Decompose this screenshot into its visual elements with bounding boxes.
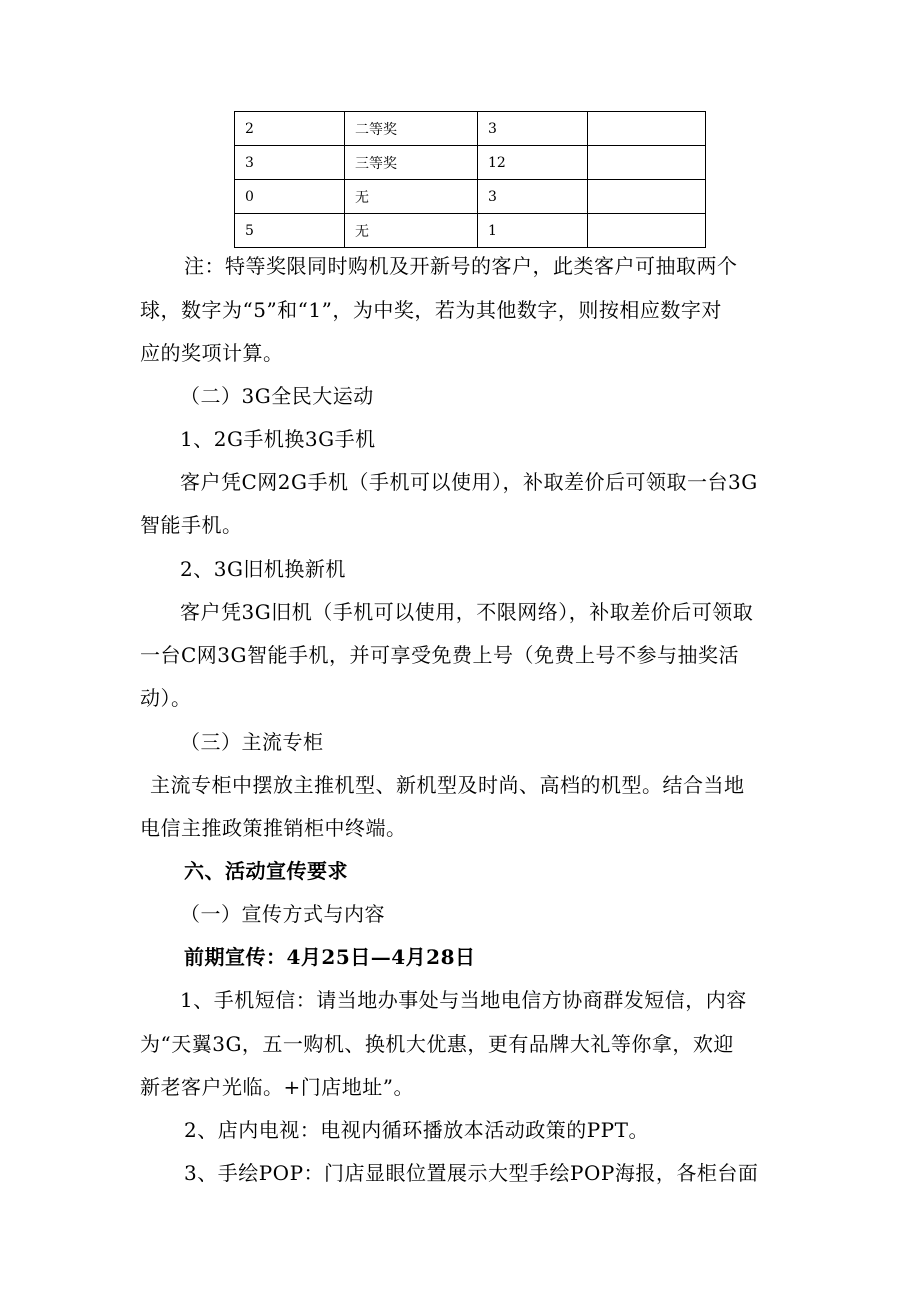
table-cell: 2 [235,112,345,146]
table-cell [588,180,706,214]
table-cell: 1 [478,214,588,248]
table-cell: 0 [235,180,345,214]
part-6-subtitle-1: （一）宣传方式与内容 [180,902,385,926]
table-cell: 无 [345,180,478,214]
section-2-item-2-title: 2、3G旧机换新机 [180,557,346,581]
note-line-3: 应的奖项计算。 [140,341,284,365]
table-cell: 3 [478,112,588,146]
table-row [235,180,706,214]
promo-item-1-line-2: 为“天翼3G，五一购机、换机大优惠，更有品牌大礼等你拿，欢迎 [140,1032,734,1056]
section-2-item-2-text-3: 动）。 [140,686,192,710]
table-cell: 三等奖 [345,146,478,180]
promo-item-1-line-3: 新老客户光临。+门店地址”。 [140,1075,414,1099]
note-line-1: 注：特等奖限同时购机及开新号的客户，此类客户可抽取两个 [184,254,738,278]
section-2-item-1-text-1: 客户凭C网2G手机（手机可以使用），补取差价后可领取一台3G [180,470,758,494]
table-cell: 5 [235,214,345,248]
promo-item-2: 2、店内电视：电视内循环播放本活动政策的PPT。 [184,1118,649,1142]
table-cell: 12 [478,146,588,180]
table-row [235,146,706,180]
section-2-title: （二）3G全民大运动 [180,384,374,408]
prize-table [234,111,706,248]
table-cell [588,214,706,248]
table-row [235,214,706,248]
table-cell: 3 [235,146,345,180]
table-cell: 3 [478,180,588,214]
table-cell [588,112,706,146]
promo-item-1-line-1: 1、手机短信：请当地办事处与当地电信方协商群发短信，内容 [180,988,747,1012]
table-cell [588,146,706,180]
note-line-2: 球，数字为“5”和“1”，为中奖，若为其他数字，则按相应数字对 [140,298,722,322]
section-3-text-1: 主流专柜中摆放主推机型、新机型及时尚、高档的机型。结合当地 [150,773,745,797]
section-3-title: （三）主流专柜 [180,730,324,754]
section-2-item-1-title: 1、2G手机换3G手机 [180,427,376,451]
section-3-text-2: 电信主推政策推销柜中终端。 [140,816,407,840]
promo-item-3: 3、手绘POP：门店显眼位置展示大型手绘POP海报，各柜台面 [184,1161,759,1185]
table-cell: 无 [345,214,478,248]
prize-table-body [235,112,706,248]
part-6-title: 六、活动宣传要求 [184,859,348,883]
table-row [235,112,706,146]
section-2-item-2-text-1: 客户凭3G旧机（手机可以使用，不限网络），补取差价后可领取 [180,600,754,624]
pre-promotion-heading: 前期宣传：4月25日—4月28日 [184,945,476,969]
section-2-item-2-text-2: 一台C网3G智能手机，并可享受免费上号（免费上号不参与抽奖活 [140,643,740,667]
section-2-item-1-text-2: 智能手机。 [140,513,243,537]
table-cell: 二等奖 [345,112,478,146]
